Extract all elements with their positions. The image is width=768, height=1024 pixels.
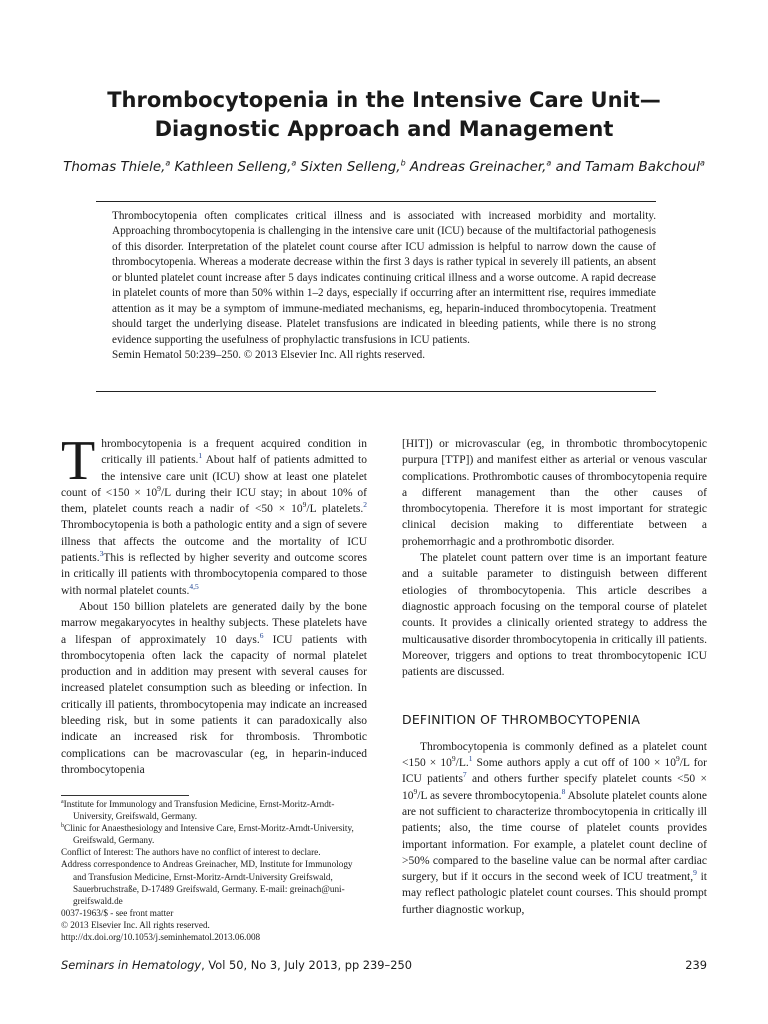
- article-title: [60, 86, 708, 144]
- author-list: [40, 158, 728, 178]
- left-column: [61, 430, 367, 778]
- reference-link[interactable]: 1: [468, 754, 473, 764]
- text-run: /L as severe thrombocytopenia.: [417, 789, 562, 802]
- author-name: and Tamam Bakchoul: [555, 160, 700, 175]
- text-run: Thrombocytopenia is both a pathologic entity and a sign of severe illness that affects the outcome and the mortality of ICU patients.: [61, 519, 367, 565]
- text-run: /L during their ICU stay; in about 10% of them, platelet counts reach a nadir of <50 × 10: [61, 486, 367, 516]
- footnotes: [61, 798, 367, 943]
- text-run: /L for ICU patients: [402, 757, 707, 786]
- journal-reference: [61, 958, 412, 972]
- reference-link[interactable]: 1: [198, 451, 203, 461]
- reference-link[interactable]: 8: [561, 786, 566, 796]
- text-run: it may reflect pathologic platelet count courses. This should prompt further diagnostic workup,: [402, 871, 708, 916]
- text-run: About 150 billion platelets are generated daily by the bone marrow megakaryocytes in healthy subjects. These platelets have a lifespan of approximately 10 days.: [61, 600, 367, 646]
- affiliation-note: [61, 822, 367, 846]
- text-run: Absolute platelet counts alone are not sufficient to characterize thrombocytopenia in critically ill patients; also, the time course of platelet counts provides important information. For example, a platelet count decline of >50% compared to the baseline value can be normal after cardiac surgery, but if it occurs in the second week of ICU treatment,: [402, 789, 707, 884]
- author-name: Thomas Thiele,: [63, 160, 166, 175]
- body-paragraph: [HIT]) or microvascular (eg, in thrombotic thrombocytopenic purpura [TTP]) and manifest either as arterial or venous vascular complications. Prothrombotic causes of thrombocytopenia require a different management than the other causes of thrombocytopenia. Therefore it is most important for strategic clinical decision making to differentiate between a prohemorrhagic and a prothrombotic disorder.: [402, 438, 707, 548]
- affiliation-mark: b: [400, 158, 406, 168]
- affiliation-text: Institute for Immunology and Transfusion Medicine, Ernst-Moritz-Arndt-University, Greifswald, Germany.: [63, 799, 335, 822]
- abstract-bottom-rule: [96, 391, 656, 392]
- title-line-2: Diagnostic Approach and Management: [154, 117, 614, 141]
- page-number: 239: [685, 958, 707, 972]
- affiliation-mark: a: [291, 158, 297, 168]
- reference-link[interactable]: 6: [259, 630, 264, 640]
- journal-name: Seminars in Hematology: [61, 958, 202, 972]
- issn-line: 0037-1963/$ - see front matter: [61, 907, 174, 918]
- abstract-citation: Semin Hematol 50:239–250. © 2013 Elsevier Inc. All rights reserved.: [112, 349, 425, 362]
- exponent: 9: [413, 786, 418, 796]
- affiliation-mark: a: [546, 158, 552, 168]
- author-name: Andreas Greinacher,: [409, 160, 547, 175]
- reference-link[interactable]: 4,5: [189, 581, 199, 591]
- affiliation-mark: b: [61, 823, 64, 830]
- affiliation-mark: a: [61, 798, 64, 805]
- abstract-top-rule: [96, 201, 656, 202]
- author-name: Sixten Selleng,: [300, 160, 401, 175]
- abstract: [112, 209, 656, 364]
- reference-link[interactable]: 7: [462, 770, 467, 780]
- exponent: 9: [451, 754, 456, 764]
- exponent: 9: [157, 484, 161, 494]
- text-run: About half of patients admitted to the intensive care unit (ICU) show at least one platelet count of <150 × 10: [61, 454, 367, 499]
- conflict-statement: Conflict of Interest: The authors have no conflict of interest to declare.: [61, 847, 321, 858]
- text-run: Some authors apply a cut off of 100 × 10: [472, 757, 676, 770]
- body-paragraph: [61, 430, 367, 599]
- abstract-text: Thrombocytopenia often complicates critical illness and is associated with increased morbidity and mortality. Approaching thrombocytopenia is challenging in the intensive care unit (ICU) because of the multifactorial pathogenesis of this disorder. Interpretation of the platelet count course after ICU admission is helpful to narrow down the cause of thrombocytopenia. Whereas a moderate decrease within the first 3 days is rather typical in severely ill patients, an absent or blunted platelet count increase after 5 days indicates continuing critical illness and a worse outcome. A rapid decrease in platelet counts of more than 50% within 1–2 days, especially if occurring after an intermittent rise, requires immediate attention as it may be a symptom of immune-mediated mechanisms, eg, heparin-induced thrombocytopenia. Treatment should target the underlying disease. Platelet transfusions are indicated in bleeding patients, while there is no strong evidence supporting the usefulness of prophylactic transfusions in ICU patients.: [112, 210, 656, 346]
- affiliation-note: [61, 798, 367, 822]
- section-spacer: [402, 680, 707, 712]
- footnote-rule: [61, 795, 189, 796]
- reference-link[interactable]: 2: [363, 500, 367, 510]
- exponent: 9: [675, 754, 680, 764]
- doi-link[interactable]: http://dx.doi.org/10.1053/j.seminhematol.2013.06.008: [61, 932, 261, 943]
- affiliation-mark: a: [699, 158, 705, 168]
- exponent: 9: [302, 500, 307, 510]
- body-paragraph: [402, 739, 707, 918]
- body-paragraph: [61, 599, 367, 778]
- section-heading: DEFINITION OF THROMBOCYTOPENIA: [402, 712, 641, 728]
- text-run: and others further specify platelet counts <50 × 10: [402, 773, 707, 802]
- text-run: This is reflected by higher severity and outcome scores in critically ill patients with thrombocytopenia compared to those with normal platelet counts.: [61, 552, 367, 597]
- text-run: ICU patients with thrombocytopenia often lack the capacity of normal platelet production and in addition may present with several causes for increased platelet consumption such as bleeding or infection. In critically ill patients, thrombocytopenia may indicate an increased bleeding risk, but in some patients it can paradoxically also indicate an increased risk for thrombosis. Thrombotic complications can be macrovascular (eg, in heparin-induced thrombocytopenia: [61, 633, 367, 776]
- page-footer: [61, 958, 707, 976]
- text-run: /L.: [455, 757, 469, 770]
- journal-issue: , Vol 50, No 3, July 2013, pp 239–250: [201, 958, 412, 972]
- reference-link[interactable]: 3: [99, 549, 104, 559]
- affiliation-text: Clinic for Anaesthesiology and Intensive Care, Ernst-Moritz-Arndt-University, Greifswald, Germany.: [64, 823, 354, 846]
- reference-link[interactable]: 9: [693, 868, 697, 878]
- text-run: hrombocytopenia is a frequent acquired condition in critically ill patients.: [101, 438, 367, 467]
- drop-cap: T: [61, 430, 96, 492]
- correspondence-address: Address correspondence to Andreas Greinacher, MD, Institute for Immunology and Transfusion Medicine, Ernst-Moritz-Arndt-University Greifswald, Sauerbruchstraße, D-17489 Greifswald, Germany. E-mail: greinach@uni-greifswald.de: [61, 859, 353, 906]
- text-run: /L platelets.: [306, 503, 364, 516]
- title-line-1: Thrombocytopenia in the Intensive Care Unit—: [107, 88, 661, 112]
- body-paragraph: The platelet count pattern over time is an important feature and a suitable parameter to distinguish between different etiologies of thrombocytopenia. This article describes a diagnostic approach focusing on the temporal course of platelet counts. It provides a clinically oriented strategy to address the multicausative disorder thrombocytopenia in critically ill patients. Moreover, triggers and options to treat thrombocytopenic ICU patients are discussed.: [402, 552, 707, 679]
- affiliation-mark: a: [165, 158, 171, 168]
- right-column: [402, 436, 707, 918]
- text-run: Thrombocytopenia is commonly defined as a platelet count <150 × 10: [402, 740, 707, 770]
- copyright-line: © 2013 Elsevier Inc. All rights reserved.: [61, 919, 210, 930]
- author-name: Kathleen Selleng,: [174, 160, 292, 175]
